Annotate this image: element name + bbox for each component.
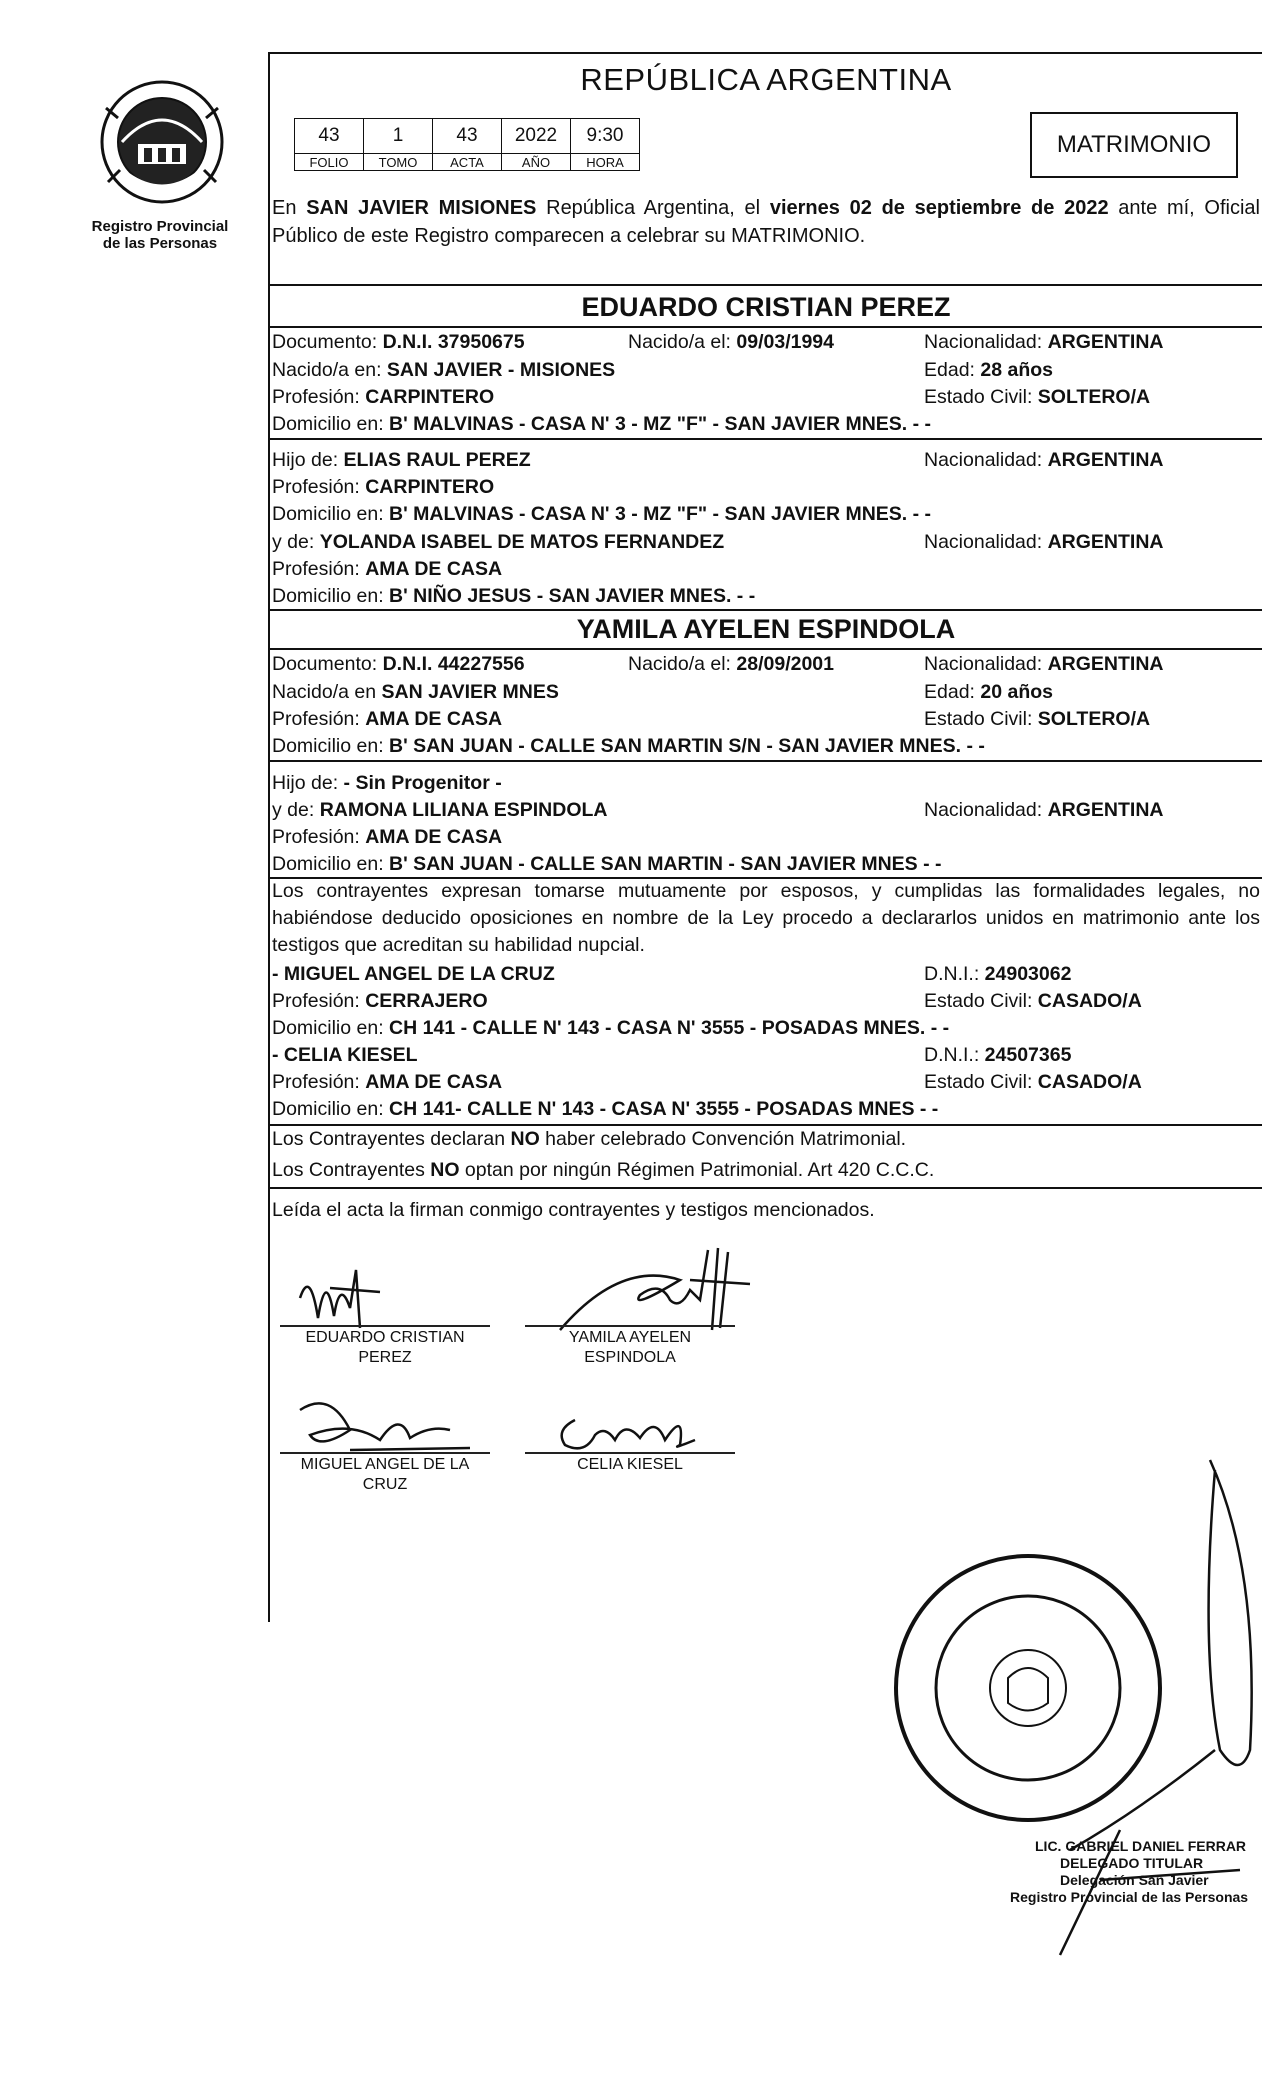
value: CH 141- CALLE N' 143 - CASA N' 3555 - POSADAS MNES - - [389,1098,939,1120]
label: Profesión: [272,826,366,848]
value: B' SAN JUAN - CALLE SAN MARTIN S/N - SAN JAVIER MNES. - - [389,735,985,757]
bride-address [272,734,985,758]
intro-date: viernes 02 de septiembre de 2022 [769,197,1109,219]
value: SAN JAVIER MNES [381,681,559,703]
witness-1-address [272,1016,949,1040]
tomo-label: TOMO [364,154,433,171]
label: Domicilio en: [272,413,390,435]
label: Estado Civil: [924,1071,1038,1093]
value: AMA DE CASA [365,826,503,848]
signature-line [280,1325,490,1327]
value: - Sin Progenitor - [343,772,502,794]
text: haber celebrado Convención Matrimonial. [539,1128,907,1150]
caption-line-2: CRUZ [362,1476,408,1493]
value: SAN JAVIER - MISIONES [386,359,616,381]
text: Los Contrayentes [272,1159,431,1181]
folio-value: 43 [295,119,364,154]
label: Domicilio en: [272,503,390,525]
value: 20 años [980,681,1054,703]
groom-address [272,412,931,436]
value: ELIAS RAUL PEREZ [343,449,531,471]
witness-2-signature-caption [525,1455,735,1475]
section-divider [270,609,1262,611]
label: Domicilio en: [272,1098,390,1120]
value: - MIGUEL ANGEL DE LA CRUZ [272,963,555,985]
label: Profesión: [272,1071,366,1093]
label: Nacido/a en: [272,359,387,381]
label: Edad: [924,681,981,703]
groom-name: EDUARDO CRISTIAN PEREZ [581,292,951,322]
groom-signature-caption [280,1328,490,1368]
witness-2-profession [272,1070,502,1094]
label: Hijo de: [272,772,344,794]
signature-line [525,1452,735,1454]
country-title: REPÚBLICA ARGENTINA [580,62,952,97]
section-divider [270,326,1262,328]
value: SOLTERO/A [1037,386,1151,408]
signature-line [280,1452,490,1454]
registry-labels-row [295,154,640,171]
bride-name: YAMILA AYELEN ESPINDOLA [576,614,956,644]
bride-mother-profession [272,825,502,849]
text: optan por ningún Régimen Patrimonial. Art 420 C.C.C. [459,1159,935,1181]
value: ARGENTINA [1047,799,1164,821]
groom-mother [272,530,724,554]
value: ARGENTINA [1047,653,1164,675]
province-seal-logo [98,78,226,206]
label: Estado Civil: [924,386,1038,408]
label: Profesión: [272,476,366,498]
value: ARGENTINA [1047,331,1164,353]
bride-mother-address [272,852,942,876]
value: SOLTERO/A [1037,708,1151,730]
groom-mother-address [272,584,755,608]
value: D.N.I. 44227556 [382,653,525,675]
label: Profesión: [272,990,366,1012]
value: CASADO/A [1037,990,1142,1012]
text: Los Contrayentes declaran [272,1128,511,1150]
witness-2-civil-status [924,1070,1142,1094]
label: D.N.I.: [924,963,985,985]
groom-birthplace [272,358,615,382]
bride-father [272,771,502,795]
tomo-value: 1 [364,119,433,154]
value: 24507365 [984,1044,1072,1066]
value: CASADO/A [1037,1071,1142,1093]
value: 24903062 [984,963,1072,985]
groom-document [272,330,525,354]
registry-caption [70,218,250,252]
registry-values-row [295,119,640,154]
value: RAMONA LILIANA ESPINDOLA [319,799,608,821]
label: Documento: [272,331,383,353]
label: Hijo de: [272,449,344,471]
label: Profesión: [272,386,366,408]
value: CH 141 - CALLE N' 143 - CASA N' 3555 - POSADAS MNES. - - [389,1017,950,1039]
marriage-declaration: Los contrayentes expresan tomarse mutuamente por esposos, y cumplidas las formalidades legales, no habiéndose deducido oposiciones en nombre de la Ley procedo a declararlos unidos en matrimonio ante los testigos que acreditan su habilidad nupcial. [272,880,1260,956]
value: B' SAN JUAN - CALLE SAN MARTIN - SAN JAVIER MNES - - [389,853,942,875]
witness-1-dni [924,962,1071,986]
witness-1-signature [290,1390,490,1460]
regime-statement [272,1158,934,1182]
label: Profesión: [272,708,366,730]
emphasis: NO [510,1128,540,1150]
official-registry: Registro Provincial de las Personas [1010,1889,1249,1905]
witness-1-name [272,962,555,986]
label: Nacionalidad: [924,799,1048,821]
year-label: AÑO [502,154,571,171]
signature-line [525,1325,735,1327]
label: Estado Civil: [924,708,1038,730]
label: Nacionalidad: [924,449,1048,471]
folio-label: FOLIO [295,154,364,171]
witness-2-dni [924,1043,1071,1067]
official-office: Delegación San Javier [1060,1872,1209,1888]
label: Nacionalidad: [924,331,1048,353]
label: Nacido/a el: [628,653,737,675]
value: - CELIA KIESEL [272,1044,418,1066]
label: Nacido/a el: [628,331,737,353]
registry-caption-line-2: de las Personas [102,235,218,252]
label: Domicilio en: [272,585,390,607]
value: YOLANDA ISABEL DE MATOS FERNANDEZ [319,531,725,553]
registry-data-table [294,118,640,171]
section-divider [270,1124,1262,1126]
year-value: 2022 [502,119,571,154]
witness-1-profession [272,989,488,1013]
label: y de: [272,799,320,821]
value: AMA DE CASA [365,558,503,580]
section-divider [270,1187,1262,1189]
caption-line-1: EDUARDO CRISTIAN [305,1329,465,1346]
official-title: DELEGADO TITULAR [1060,1855,1204,1871]
intro-paragraph [272,194,1260,250]
caption-line-1: YAMILA AYELEN [568,1329,692,1346]
value: CARPINTERO [365,476,495,498]
label: Documento: [272,653,383,675]
acta-label: ACTA [433,154,502,171]
value: CARPINTERO [365,386,495,408]
label: D.N.I.: [924,1044,985,1066]
witness-2-address [272,1097,938,1121]
value: 28/09/2001 [736,653,835,675]
label: Domicilio en: [272,1017,390,1039]
witness-2-signature [545,1400,705,1460]
emphasis: NO [430,1159,460,1181]
value: AMA DE CASA [365,708,503,730]
groom-father-address [272,502,931,526]
intro-prefix: En [272,197,297,219]
label: Edad: [924,359,981,381]
groom-birthdate [628,330,834,354]
intro-suffix: ante mí, Oficial Público de este Registro comparecen a celebrar su MATRIMONIO. [272,197,1260,247]
label: Domicilio en: [272,735,390,757]
registry-caption-line-1: Registro Provincial [91,218,229,235]
value: ARGENTINA [1047,531,1164,553]
groom-age [924,358,1053,382]
groom-mother-profession [272,557,502,581]
label: Nacido/a en [272,681,382,703]
intro-middle: República Argentina, el [536,197,761,219]
acta-value: 43 [433,119,502,154]
hour-label: HORA [571,154,640,171]
official-name: LIC. GABRIEL DANIEL FERRAR [1035,1838,1247,1854]
caption-line-2: PEREZ [358,1349,412,1366]
section-divider [270,648,1262,650]
value: AMA DE CASA [365,1071,503,1093]
witness-1-civil-status [924,989,1142,1013]
groom-father-nationality [924,448,1164,472]
caption-line-2: ESPINDOLA [584,1349,676,1366]
closing-statement: Leída el acta la firman conmigo contrayentes y testigos mencionados. [272,1199,875,1221]
frame-left-border [268,52,270,1622]
groom-mother-nationality [924,530,1164,554]
groom-profession [272,385,494,409]
value: CERRAJERO [365,990,488,1012]
groom-father-profession [272,475,494,499]
label: y de: [272,531,320,553]
bride-age [924,680,1053,704]
hour-value: 9:30 [571,119,640,154]
section-divider [270,438,1262,440]
value: ARGENTINA [1047,449,1164,471]
groom-nationality [924,330,1164,354]
value: B' MALVINAS - CASA N' 3 - MZ "F" - SAN JAVIER MNES. - - [389,413,932,435]
label: Profesión: [272,558,366,580]
bride-civil-status [924,707,1150,731]
label: Nacionalidad: [924,531,1048,553]
bride-document [272,652,525,676]
groom-father [272,448,531,472]
convention-statement [272,1127,906,1151]
witness-2-name [272,1043,418,1067]
bride-mother-nationality [924,798,1164,822]
document-type-box: MATRIMONIO [1030,112,1238,178]
witness-1-signature-caption [280,1455,490,1495]
value: B' MALVINAS - CASA N' 3 - MZ "F" - SAN JAVIER MNES. - - [389,503,932,525]
frame-top-border [268,52,1262,54]
bride-signature-caption [525,1328,735,1368]
value: B' NIÑO JESUS - SAN JAVIER MNES. - - [389,585,756,607]
label: Estado Civil: [924,990,1038,1012]
section-divider [270,284,1262,286]
intro-place: SAN JAVIER MISIONES [306,197,537,219]
bride-nationality [924,652,1164,676]
label: Domicilio en: [272,853,390,875]
groom-civil-status [924,385,1150,409]
caption-line-1: CELIA KIESEL [577,1456,683,1473]
bride-birthplace [272,680,559,704]
value: D.N.I. 37950675 [382,331,525,353]
value: 28 años [980,359,1054,381]
bride-mother [272,798,608,822]
label: Nacionalidad: [924,653,1048,675]
section-divider [270,760,1262,762]
caption-line-1: MIGUEL ANGEL DE LA [300,1456,470,1473]
bride-profession [272,707,502,731]
value: 09/03/1994 [736,331,835,353]
bride-birthdate [628,652,834,676]
